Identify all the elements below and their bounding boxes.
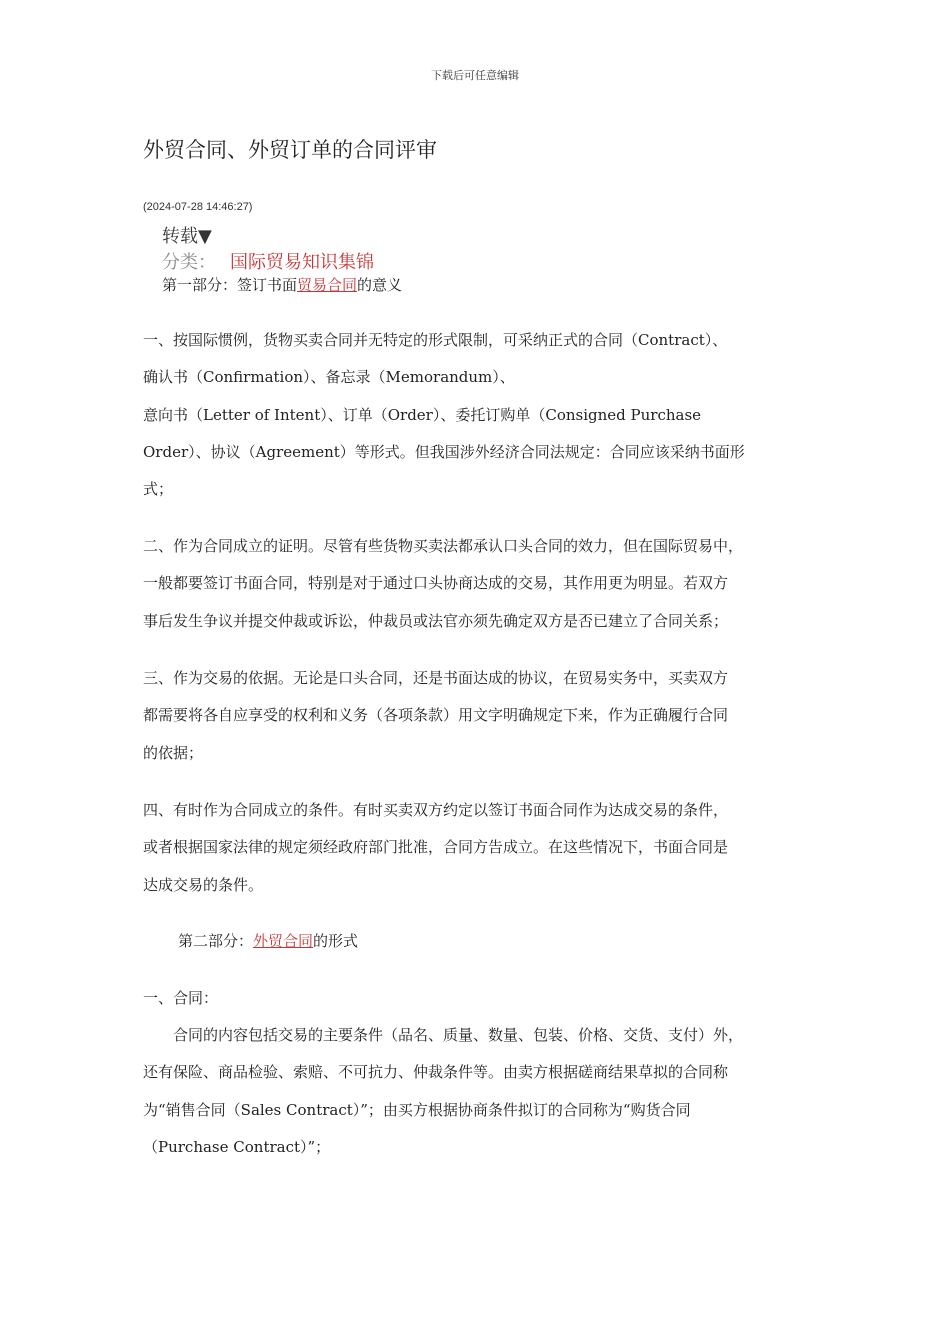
repost-toggle[interactable]: 转载▼	[162, 226, 212, 247]
paragraph-4: 四、有时作为合同成立的条件。有时买卖双方约定以签订书面合同作为达成交易的条件， 或者根据国家法律的规定须经政府部门批准，合同方告成立。在这些情况下，书面合同是 达成交易的条件。	[143, 801, 729, 894]
category-label: 分类：	[162, 252, 216, 273]
part-one-prefix: 第一部分：签订书面	[162, 276, 298, 294]
header-note: 下载后可任意编辑	[431, 69, 519, 82]
part-two-heading	[178, 930, 358, 951]
category-link[interactable]: 国际贸易知识集锦	[230, 252, 374, 273]
part-one-suffix: 的意义	[357, 276, 403, 294]
paragraph-3: 三、作为交易的依据。无论是口头合同，还是书面达成的协议，在贸易实务中，买卖双方 都需要将各自应享受的权利和义务（各项条款）用文字明确规定下来，作为正确履行合同 的依据；	[143, 669, 729, 762]
part-two-suffix: 的形式	[313, 932, 359, 950]
paragraph-2: 二、作为合同成立的证明。尽管有些货物买卖法都承认口头合同的效力，但在国际贸易中， 一般都要签订书面合同，特别是对于通过口头协商达成的交易，其作用更为明显。若双方 事后发生争议并提交仲裁或诉讼，仲裁员或法官亦须先确定双方是否已建立了合同关系；	[143, 537, 744, 630]
category-line	[162, 248, 374, 274]
section-one-heading: 一、合同：	[143, 989, 219, 1007]
part-one-heading	[162, 274, 402, 295]
foreign-trade-contract-link[interactable]: 外贸合同	[253, 932, 314, 950]
article-timestamp: (2024-07-28 14:46:27)	[143, 201, 253, 213]
trade-contract-link[interactable]: 贸易合同	[297, 276, 358, 294]
part-two-prefix: 第二部分：	[178, 932, 254, 950]
section-one-body: 合同的内容包括交易的主要条件（品名、质量、数量、包装、价格、交货、支付）外， 还有保险、商品检验、索赔、不可抗力、仲裁条件等。由卖方根据磋商结果草拟的合同称 为“销售合同（Sales Contract）”；由买方根据协商条件拟订的合同称为“购货合同 （Purchase Contract）”；	[143, 1026, 744, 1156]
article-title: 外贸合同、外贸订单的合同评审	[143, 138, 437, 162]
paragraph-1: 一、按国际惯例，货物买卖合同并无特定的形式限制，可采纳正式的合同（Contract）、 确认书（Confirmation）、备忘录（Memorandum）、 意向书（Letter of Intent）、订单（Order）、委托订购单（Consigned Purchase Order）、协议（Agreement）等形式。但我国涉外经济合同法规定：合同应该采纳书面形 式；	[143, 331, 745, 499]
